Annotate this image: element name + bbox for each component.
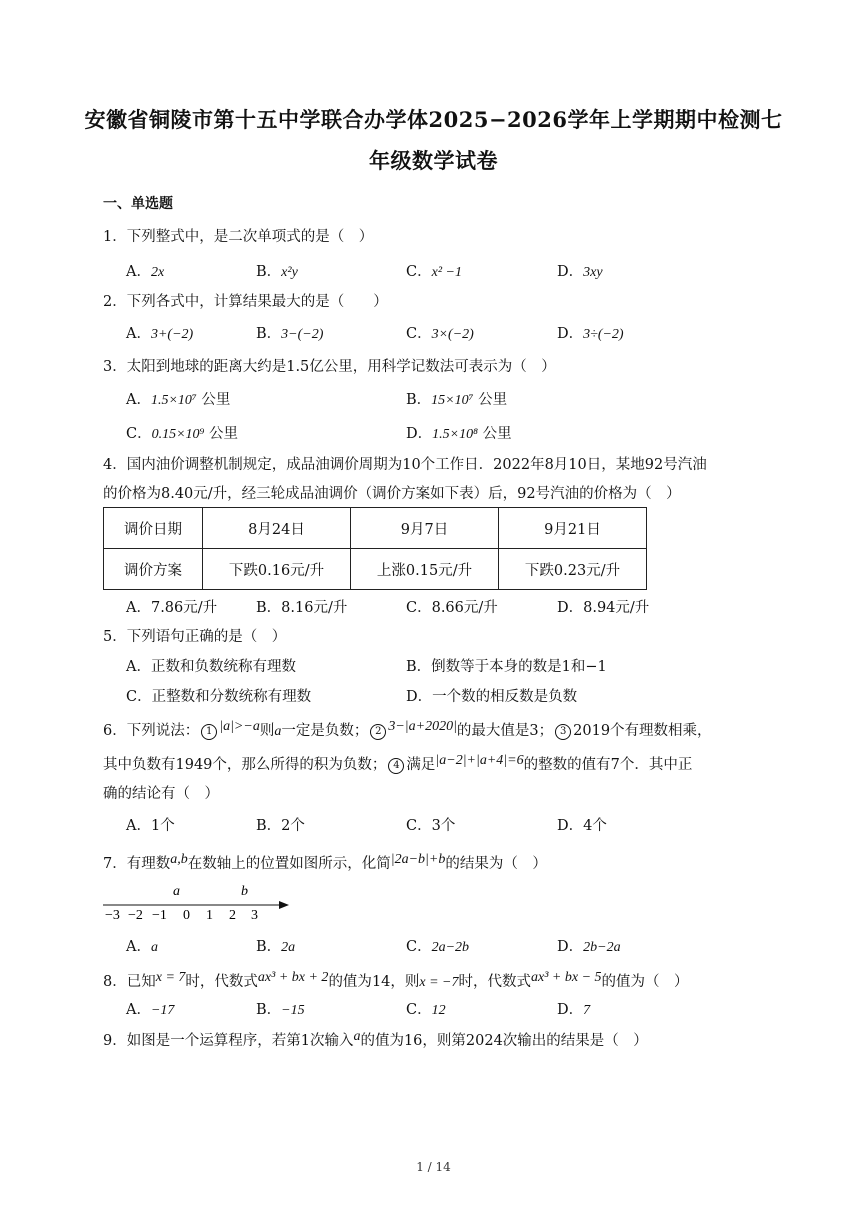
question-1-stem: 1．下列整式中，是二次单项式的是（ ） bbox=[103, 229, 374, 245]
question-2-stem: 2．下列各式中，计算结果最大的是（ ） bbox=[103, 294, 388, 310]
q3-option-d: D．1.5×10⁸ 公里 bbox=[406, 426, 512, 442]
exam-title-line1: 安徽省铜陵市第十五中学联合办学体2025−2026学年上学期期中检测七 bbox=[84, 107, 783, 132]
q5-option-c: C．正整数和分数统称有理数 bbox=[126, 689, 312, 705]
q4-option-b: B．8.16元/升 bbox=[256, 600, 348, 616]
q2-option-c: C．3×(−2) bbox=[406, 326, 474, 342]
q1-option-a: A．2x bbox=[126, 264, 165, 280]
q8-option-d: D．7 bbox=[557, 1002, 591, 1018]
question-6-line1: 6．下列说法： 1 |a|>−a则a一定是负数； 2 3−|a+2020|的最大值是3； 3 2019个有理数相乘， bbox=[103, 719, 712, 739]
question-6-line2: 其中负数有1949个，那么所得的积为负数； 4 满足|a−2|+|a+4|=6的整数的值有7个．其中正 bbox=[103, 753, 693, 773]
q7-option-d: D．2b−2a bbox=[557, 939, 621, 955]
section-heading: 一、单选题 bbox=[103, 196, 173, 212]
table-row bbox=[104, 549, 647, 590]
q5-option-b: B．倒数等于本身的数是1和−1 bbox=[406, 659, 607, 675]
question-7-stem: 7．有理数a,b在数轴上的位置如图所示，化简|2a−b|+b的结果为（ ） bbox=[103, 852, 547, 872]
exam-title-line2: 年级数学试卷 bbox=[369, 148, 498, 173]
q3-option-b: B．15×10⁷ 公里 bbox=[406, 392, 508, 408]
tick-label: 3 bbox=[251, 908, 258, 920]
circled-number: 3 bbox=[555, 724, 571, 740]
question-9-stem: 9．如图是一个运算程序，若第1次输入a的值为16，则第2024次输出的结果是（ ） bbox=[103, 1029, 648, 1049]
table-cell: 9月21日 bbox=[499, 508, 647, 549]
question-4-stem-line1: 4．国内油价调整机制规定，成品油调价周期为10个工作日．2022年8月10日，某地92号汽油 bbox=[103, 457, 707, 473]
table-cell: 8月24日 bbox=[203, 508, 351, 549]
question-6-line3: 确的结论有（ ） bbox=[103, 786, 219, 802]
q2-option-a: A．3+(−2) bbox=[126, 326, 194, 342]
q2-option-b: B．3−(−2) bbox=[256, 326, 324, 342]
circled-number: 1 bbox=[201, 724, 217, 740]
page-number: 1 / 14 bbox=[416, 1160, 451, 1174]
tick-label: 2 bbox=[229, 908, 236, 920]
question-8-stem: 8．已知x = 7时，代数式ax³ + bx + 2的值为14，则x = −7时，代数式ax³ + bx − 5的值为（ ） bbox=[103, 970, 689, 990]
table-cell: 调价日期 bbox=[104, 508, 203, 549]
table-cell: 9月7日 bbox=[351, 508, 499, 549]
q7-option-a: A．a bbox=[126, 939, 158, 955]
q8-option-a: A．−17 bbox=[126, 1002, 175, 1018]
circled-number: 4 bbox=[388, 758, 404, 774]
table-row bbox=[104, 508, 647, 549]
tick-label: −1 bbox=[152, 908, 167, 920]
question-5-stem: 5．下列语句正确的是（ ） bbox=[103, 629, 287, 645]
q1-option-c: C．x² −1 bbox=[406, 264, 462, 280]
q3-option-c: C．0.15×10⁹ 公里 bbox=[126, 426, 239, 442]
table-cell: 上涨0.15元/升 bbox=[351, 549, 499, 590]
table-cell: 下跌0.23元/升 bbox=[499, 549, 647, 590]
tick-label: −3 bbox=[105, 908, 120, 920]
q8-option-b: B．−15 bbox=[256, 1002, 305, 1018]
circled-number: 2 bbox=[370, 724, 386, 740]
q4-option-c: C．8.66元/升 bbox=[406, 600, 498, 616]
tick-label: −2 bbox=[128, 908, 143, 920]
q7-option-c: C．2a−2b bbox=[406, 939, 470, 955]
q4-option-a: A．7.86元/升 bbox=[126, 600, 218, 616]
q5-option-a: A．正数和负数统称有理数 bbox=[126, 659, 296, 675]
question-4-stem-line2: 的价格为8.40元/升，经三轮成品油调价（调价方案如下表）后，92号汽油的价格为（ ） bbox=[103, 486, 681, 502]
q7-option-b: B．2a bbox=[256, 939, 296, 955]
table-cell: 下跌0.16元/升 bbox=[203, 549, 351, 590]
number-line-diagram bbox=[103, 880, 303, 920]
q6-option-c: C．3个 bbox=[406, 818, 456, 834]
tick-label: 1 bbox=[206, 908, 213, 920]
q6-option-d: D．4个 bbox=[557, 818, 607, 834]
point-b-label: b bbox=[241, 884, 248, 899]
point-a-label: a bbox=[173, 884, 180, 899]
table-cell: 调价方案 bbox=[104, 549, 203, 590]
q2-option-d: D．3÷(−2) bbox=[557, 326, 624, 342]
tick-label: 0 bbox=[183, 908, 190, 920]
q8-option-c: C．12 bbox=[406, 1002, 446, 1018]
price-adjustment-table bbox=[103, 507, 647, 590]
q3-option-a: A．1.5×10⁷ 公里 bbox=[126, 392, 231, 408]
question-3-stem: 3．太阳到地球的距离大约是1.5亿公里，用科学记数法可表示为（ ） bbox=[103, 359, 556, 375]
q1-option-d: D．3xy bbox=[557, 264, 603, 280]
q1-option-b: B．x²y bbox=[256, 264, 298, 280]
q5-option-d: D．一个数的相反数是负数 bbox=[406, 689, 578, 705]
q6-option-b: B．2个 bbox=[256, 818, 305, 834]
q4-option-d: D．8.94元/升 bbox=[557, 600, 650, 616]
q6-option-a: A．1个 bbox=[126, 818, 175, 834]
